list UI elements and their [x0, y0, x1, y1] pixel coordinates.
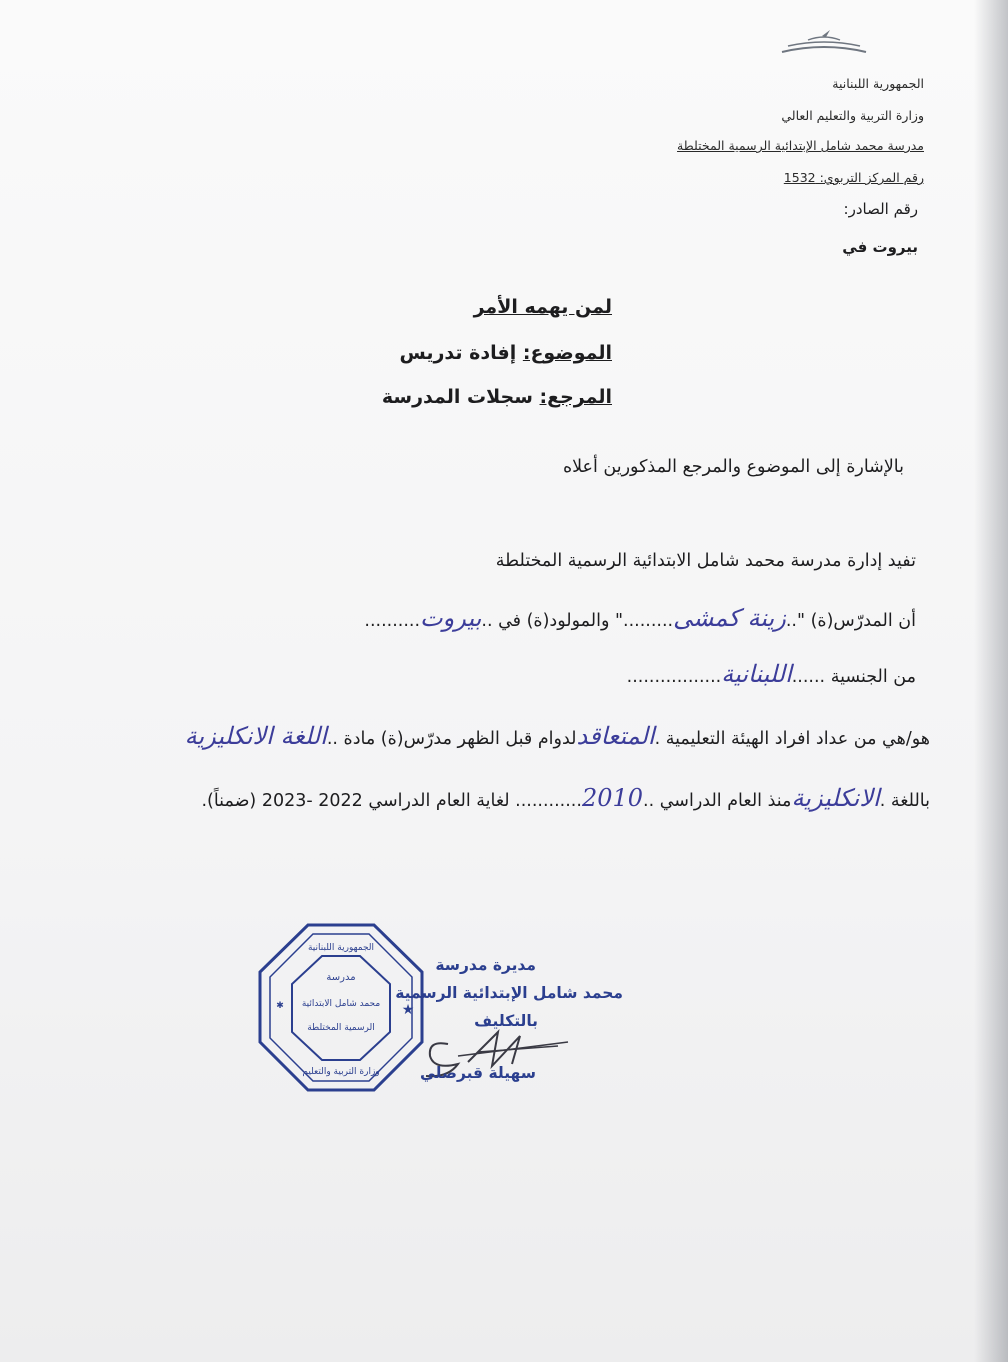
subject-value: إفادة تدريس [399, 342, 517, 364]
ministry-logo-icon [778, 28, 870, 58]
declaration-line: تفيد إدارة مدرسة محمد شامل الابتدائية الرسمية المختلطة [495, 551, 916, 571]
reference-value: سجلات المدرسة [381, 386, 533, 408]
reference-line [382, 386, 612, 408]
staff-line-a: هو/هي من عداد افراد الهيئة التعليمية [665, 729, 930, 749]
stamp-line2: محمد شامل الابتدائية [301, 999, 381, 1009]
stamp-line3: الرسمية المختلطة [307, 1023, 375, 1033]
subject-label: الموضوع: [522, 342, 612, 364]
teacher-line: أن المدرّس(ة) "..زينة كمشى........." والمولود(ة) في ..بيروت.......... [364, 604, 916, 632]
signature-assignment: بالتكليف [474, 1012, 538, 1030]
born-text: " والمولود(ة) في [498, 611, 624, 631]
subject-taught-handwritten: اللغة الانكليزية [184, 722, 327, 750]
nationality-line: من الجنسية ......اللبنانية................. [626, 660, 916, 688]
nationality-prefix: من الجنسية [830, 667, 916, 687]
place-date: بيروت في [842, 238, 918, 256]
reference-label: المرجع: [539, 386, 612, 408]
stamp-star-icon: ✱ [276, 1001, 284, 1011]
language-handwritten: الانكليزية [791, 784, 880, 812]
school-name: مدرسة محمد شامل الإبتدائية الرسمية المختلطة [677, 138, 924, 153]
outgoing-number: رقم الصادر: [843, 200, 918, 218]
nationality-handwritten: اللبنانية [721, 660, 792, 688]
subject-line [400, 342, 613, 364]
since-text: منذ العام الدراسي [659, 791, 792, 811]
signature-school: محمد شامل الإبتدائية الرسمية [395, 984, 623, 1002]
language-prefix: باللغة [890, 791, 930, 811]
republic-name: الجمهورية اللبنانية [832, 76, 924, 91]
teacher-name-handwritten: زينة كمشى [673, 604, 786, 632]
birthplace-handwritten: بيروت [420, 604, 482, 632]
teacher-prefix: أن المدرّس(ة) " [796, 611, 916, 631]
stamp-outer-text-bottom: وزارة التربية والتعليم [302, 1067, 380, 1077]
staff-line-b: لدوام قبل الظهر مدرّس(ة) مادة [343, 729, 577, 749]
page-shadow-edge [974, 0, 1008, 1362]
since-year-handwritten: 2010 [581, 784, 644, 812]
staff-line: هو/هي من عداد افراد الهيئة التعليمية .المتعاقدلدوام قبل الظهر مدرّس(ة) مادة ..اللغة الانكليزية [184, 722, 930, 750]
signatory-name: سهيلة قبرصلي [419, 1064, 536, 1082]
signature-title: مديرة مدرسة [435, 956, 536, 974]
intro-line: بالإشارة إلى الموضوع والمرجع المذكورين أعلاه [562, 457, 904, 477]
ministry-name: وزارة التربية والتعليم العالي [781, 108, 924, 123]
years-line: باللغة .الانكليزيةمنذ العام الدراسي ..2010............ لغاية العام الدراسي 2022 -2023 (ضمناً). [201, 784, 930, 812]
stamp-line1: مدرسة [326, 972, 356, 983]
to-whom-heading: لمن يهمه الأمر [473, 296, 612, 318]
center-number: رقم المركز التربوي: 1532 [783, 170, 924, 185]
school-stamp [256, 922, 426, 1094]
stamp-star-icon: ★ [401, 1002, 415, 1018]
stamp-outer-text: الجمهورية اللبنانية [307, 943, 375, 953]
contract-type-handwritten: المتعاقد [576, 722, 655, 750]
until-text: لغاية العام الدراسي 2022 -2023 (ضمناً). [201, 791, 510, 811]
